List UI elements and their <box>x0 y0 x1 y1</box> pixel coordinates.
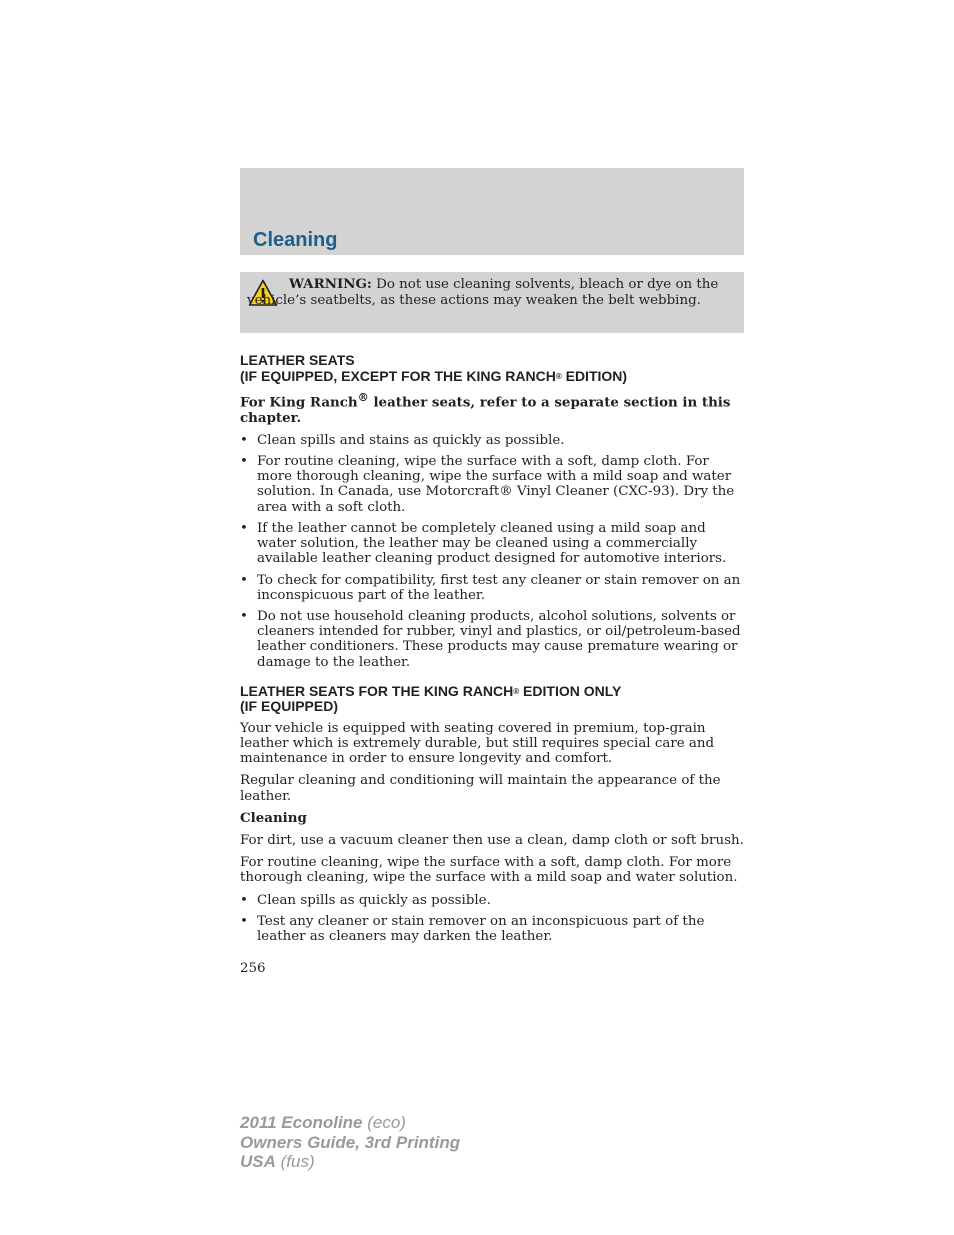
section2-paragraph-1: Your vehicle is equipped with seating covered in premium, top-grain leather which is extremely durable, but still requires special care and maintenance in order to ensure longevity and comfort. <box>240 720 715 767</box>
bullet-icon: • <box>240 572 248 588</box>
bullet-icon: • <box>240 454 248 470</box>
bullet-icon: • <box>240 520 248 536</box>
list-item-text: Do not use household cleaning products, alcohol solutions, solvents or cleaners intended for rubber, vinyl and plastics, or oil/petroleum-based leather conditioners. These products may cause premature wearing or damage to the leather. <box>257 608 741 670</box>
list-item <box>240 454 746 515</box>
bullet-icon: • <box>240 432 248 448</box>
section1-bullet-list <box>240 433 746 670</box>
list-item <box>240 573 746 603</box>
list-item <box>240 433 746 448</box>
list-item <box>240 893 746 908</box>
section2-heading-line1-end: EDITION ONLY <box>519 682 622 699</box>
section2-paragraph-4: For routine cleaning, wipe the surface with a soft, damp cloth. For more thorough cleaning, wipe the surface with a mild soap and water solution. <box>240 855 738 886</box>
list-item-text: If the leather cannot be completely cleaned using a mild soap and water solution, the leather may be cleaned using a commercially available leather cleaning product designed for automotive interiors. <box>257 520 727 567</box>
list-item-text: For routine cleaning, wipe the surface with a soft, damp cloth. For more thorough cleaning, wipe the surface with a mild soap and water solution. In Canada, use Motorcraft® Vinyl Cleaner (CXC-93). Dry the area with a soft cloth. <box>257 454 735 515</box>
section1-heading <box>240 353 746 384</box>
section1-heading-line1: LEATHER SEATS <box>240 352 355 368</box>
section1-intro-start: For King Ranch <box>240 394 358 411</box>
section2-bullet-list <box>240 893 746 945</box>
footer-line-2 <box>240 1133 460 1153</box>
cleaning-subheading: Cleaning <box>240 809 307 826</box>
registered-mark: ® <box>357 391 369 404</box>
section-title: Cleaning <box>253 229 338 251</box>
footer-line-1 <box>240 1113 460 1133</box>
warning-label: WARNING: <box>289 276 372 292</box>
list-item-text: Test any cleaner or stain remover on an inconspicuous part of the leather as cleaners may darken the leather. <box>257 913 705 944</box>
list-item <box>240 521 746 567</box>
section2-paragraph-3: For dirt, use a vacuum cleaner then use a clean, damp cloth or soft brush. <box>240 832 744 848</box>
section2-heading <box>240 684 746 715</box>
warning-box <box>240 272 744 333</box>
section2-heading-line1-text: LEATHER SEATS FOR THE KING RANCH <box>240 682 514 699</box>
section2-heading-line2: (IF EQUIPPED) <box>240 698 339 715</box>
section2-heading-line1 <box>240 684 746 700</box>
footer-model-code: (eco) <box>362 1113 406 1132</box>
page-content <box>240 353 746 950</box>
list-item-text: To check for compatibility, first test any cleaner or stain remover on an inconspicuous part of the leather. <box>257 572 741 603</box>
bullet-icon: • <box>240 608 248 624</box>
list-item-text: Clean spills and stains as quickly as possible. <box>257 432 565 448</box>
warning-body: Do not use cleaning solvents, bleach or dye on the vehicle’s seatbelts, as these actions may weaken the belt webbing. <box>247 277 719 308</box>
registered-mark: ® <box>555 371 562 381</box>
registered-mark: ® <box>513 686 520 696</box>
list-item <box>240 914 746 944</box>
list-item-text: Clean spills as quickly as possible. <box>257 892 491 908</box>
list-item <box>240 609 746 670</box>
section2-paragraph-2: Regular cleaning and conditioning will maintain the appearance of the leather. <box>240 773 721 804</box>
footer-model: 2011 Econoline <box>240 1113 363 1132</box>
section-header-band <box>240 168 744 255</box>
section1-heading-line2-text: (IF EQUIPPED, EXCEPT FOR THE KING RANCH <box>240 367 556 384</box>
bullet-icon: • <box>240 892 248 908</box>
footer-market: USA <box>240 1152 276 1171</box>
document-footer <box>240 1113 460 1172</box>
footer-line-3 <box>240 1152 460 1172</box>
section1-heading-line2-end: EDITION) <box>561 367 628 384</box>
section1-intro-end: leather seats, refer to a separate section in this chapter. <box>240 394 731 426</box>
page-number: 256 <box>240 961 266 976</box>
section1-heading-line2 <box>240 369 746 385</box>
footer-market-code: (fus) <box>275 1152 315 1171</box>
warning-text <box>247 276 737 309</box>
section1-intro <box>240 390 746 426</box>
bullet-icon: • <box>240 913 248 929</box>
footer-guide: Owners Guide, 3rd Printing <box>240 1132 461 1152</box>
